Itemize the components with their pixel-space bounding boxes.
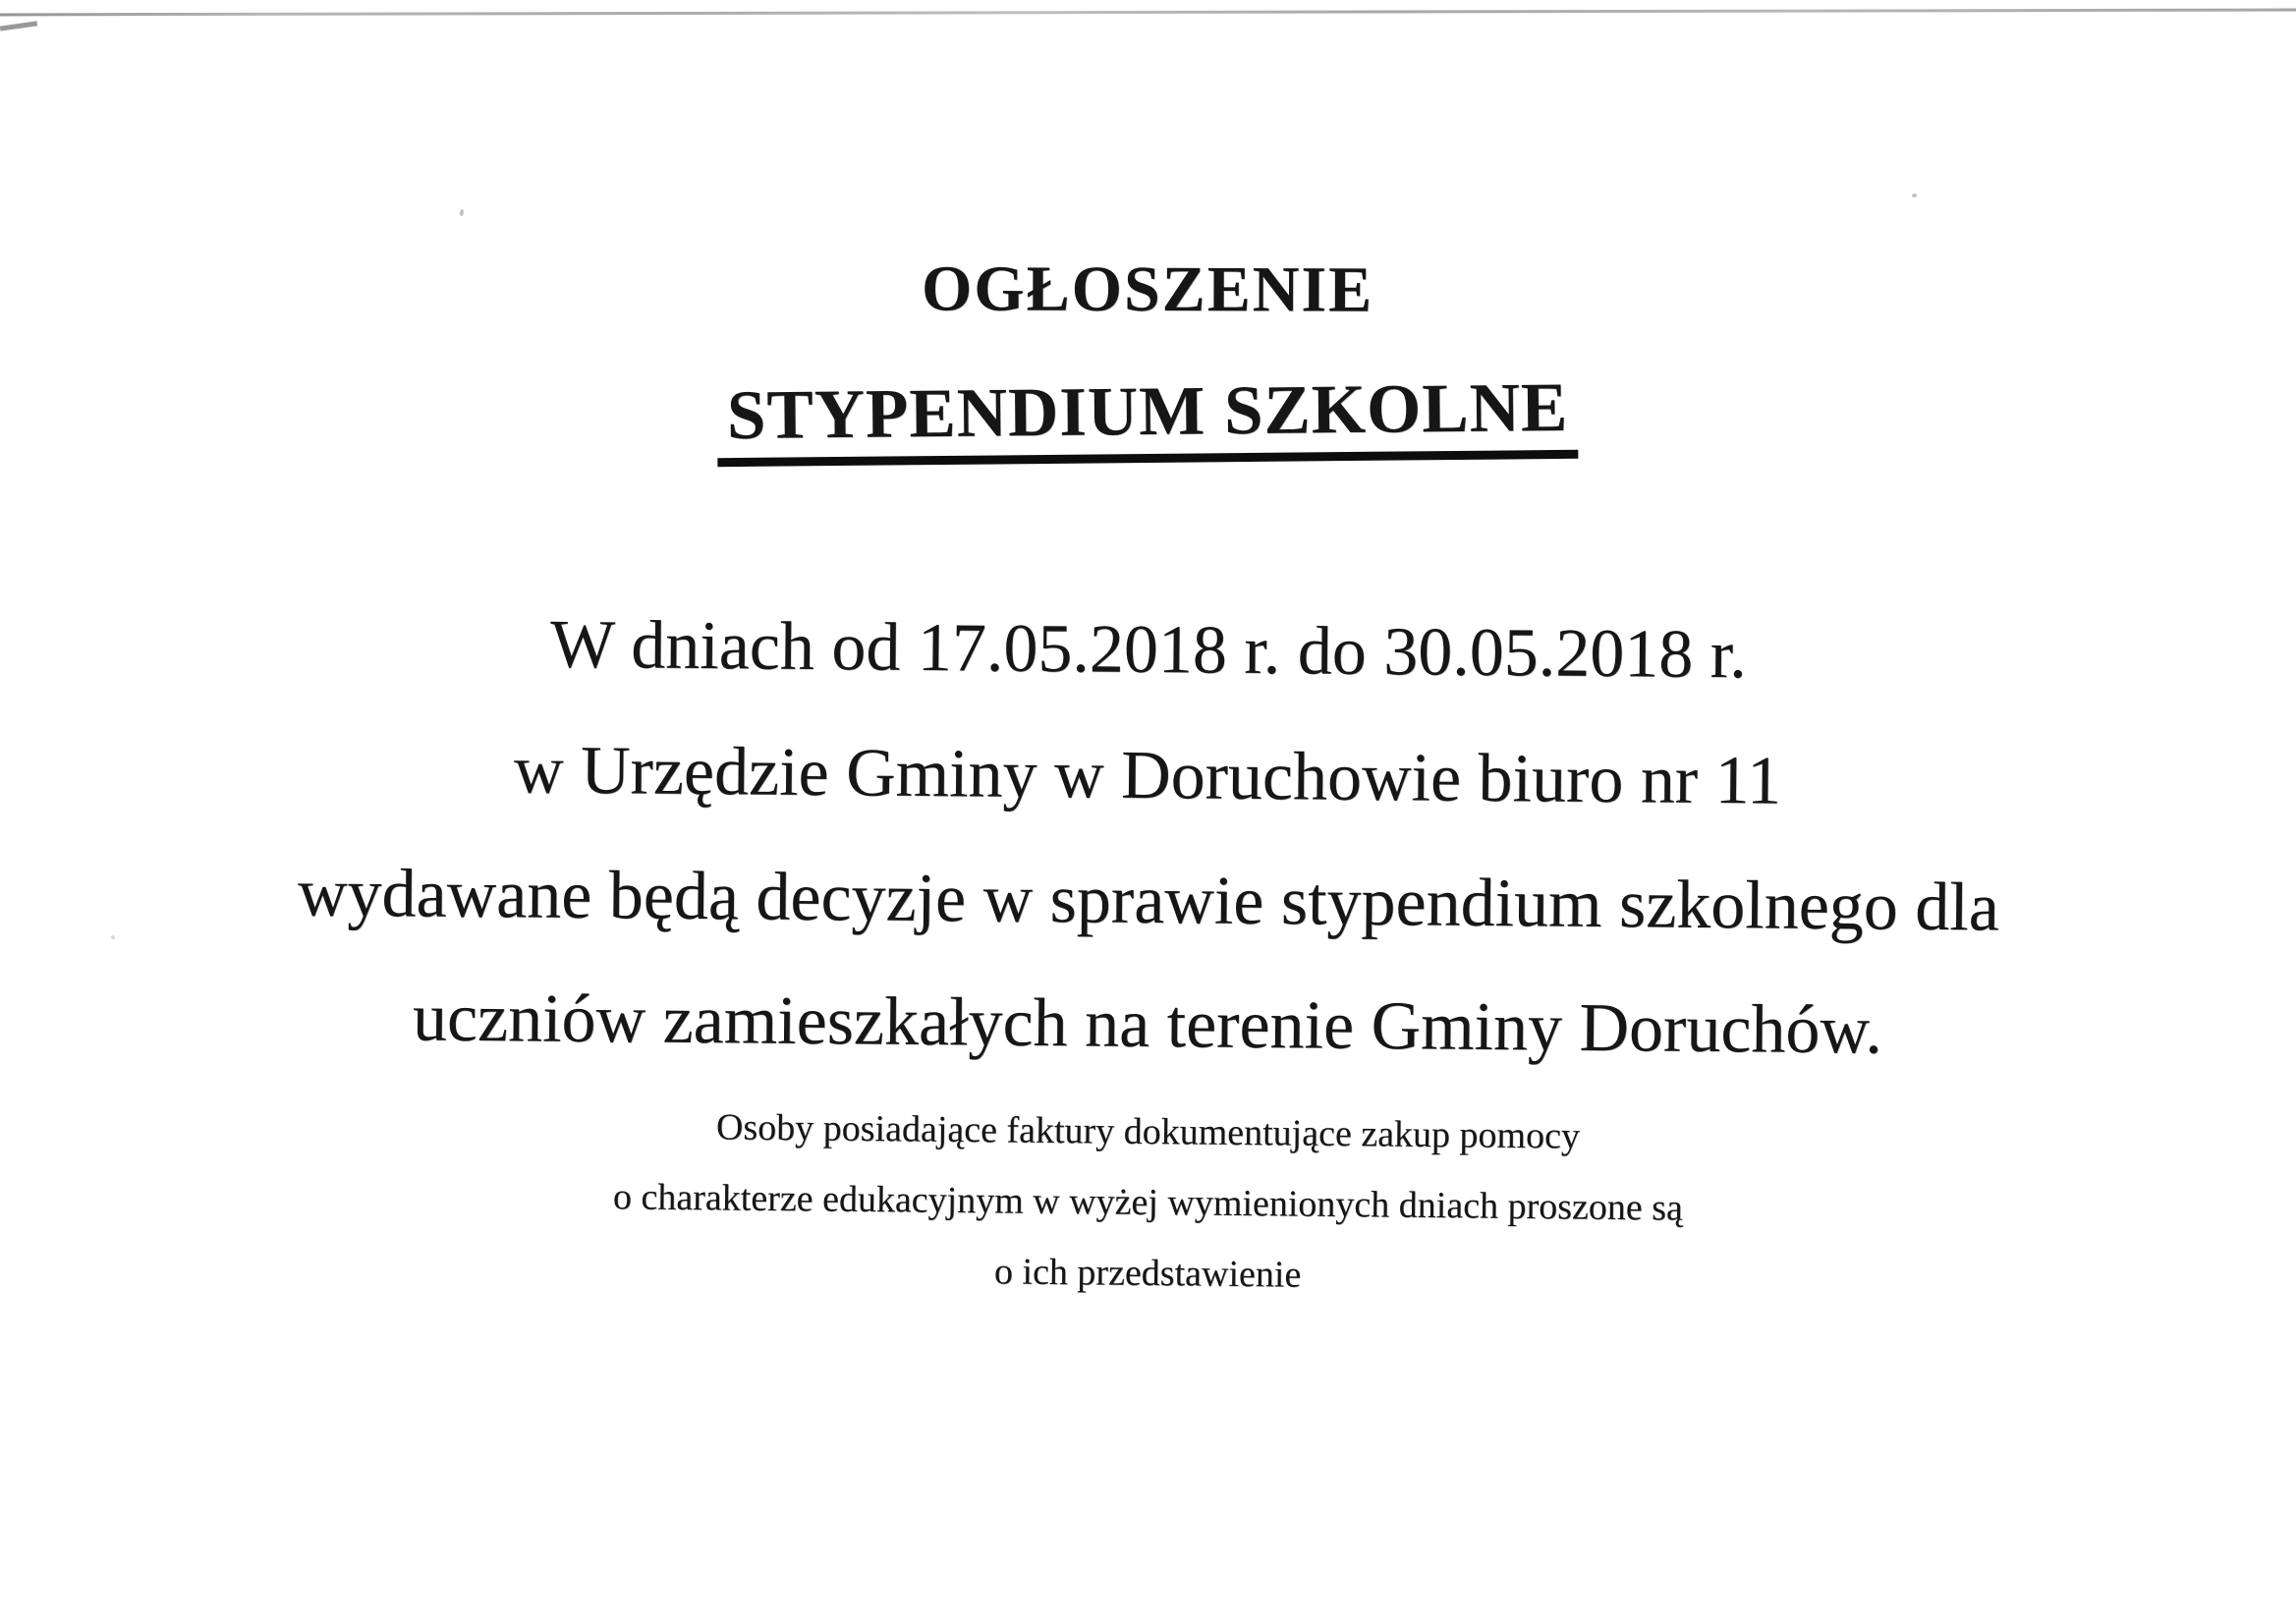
body-line-dates-text: W dniach od 17.05.2018 r. do 30.05.2018 r. [549, 606, 1747, 694]
scan-artifact-speck [459, 209, 464, 217]
document-title-text: OGŁOSZENIE [922, 252, 1374, 326]
document-subtitle [0, 368, 2296, 463]
scanner-edge-artifact [0, 21, 37, 30]
note-line-presentation-text: o ich przedstawienie [994, 1251, 1302, 1296]
scan-artifact-speck [1912, 194, 1917, 197]
body-line-location-text: w Urzędzie Gminy w Doruchowie biuro nr 11 [514, 732, 1782, 819]
document-title [0, 252, 2296, 326]
body-line-students-text: uczniów zamieszkałych na terenie Gminy Doruchów. [413, 980, 1883, 1069]
body-line-dates [0, 606, 2296, 694]
scanner-edge-line [0, 9, 2296, 17]
note-line-educational [0, 1176, 2296, 1229]
body-line-decisions-text: wydawane będą decyzje w sprawie stypendium szkolnego dla [297, 855, 1999, 946]
body-line-location [0, 732, 2296, 819]
note-line-invoices [0, 1106, 2296, 1157]
note-line-educational-text: o charakterze edukacyjnym w wyżej wymienionych dniach proszone są [612, 1176, 1684, 1229]
note-line-presentation [0, 1251, 2296, 1296]
scan-artifact-speck [111, 935, 115, 939]
body-line-students [0, 980, 2296, 1069]
document-subtitle-text: STYPENDIUM SZKOLNE [717, 373, 1579, 467]
body-line-decisions [0, 855, 2296, 946]
note-line-invoices-text: Osoby posiadające faktury dokumentujące zakup pomocy [715, 1106, 1581, 1157]
